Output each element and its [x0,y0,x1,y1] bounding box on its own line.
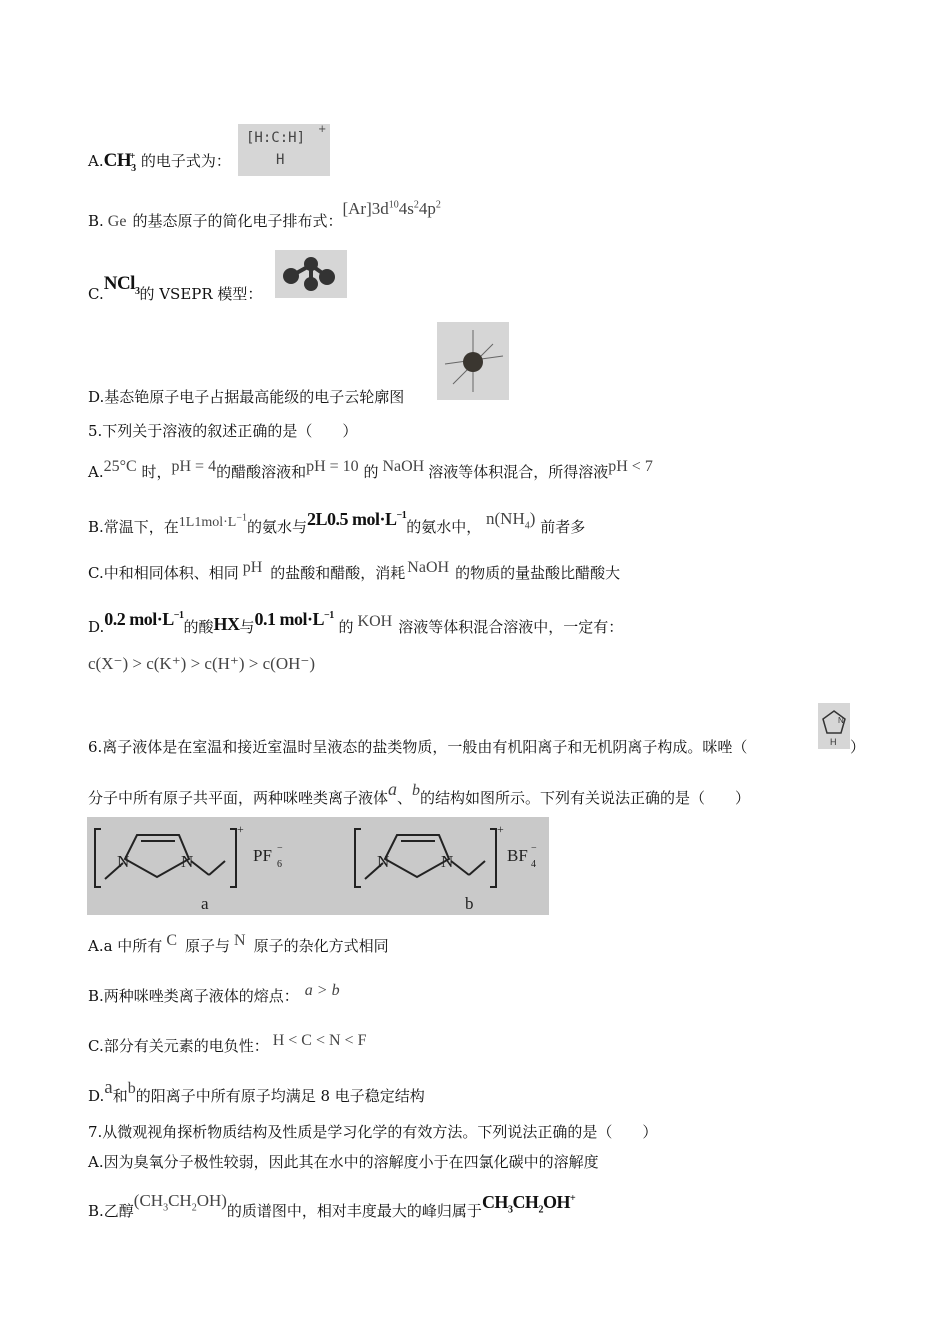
electron-config: $[Ar]3d^{10}4s^24p^2$ [342,199,441,218]
option-text: 的氨水中， [406,518,482,536]
ionic-liquid-structure-image [87,817,549,915]
q7-option-b [88,1191,576,1224]
q5-option-b [88,509,586,539]
option-text: 的质谱图中，相对丰度最大的峰归属于 [226,1202,482,1220]
svg-text:N: N [181,852,194,871]
svg-text:−: − [277,843,283,854]
q4-option-a [88,150,231,174]
option-label: B.乙醇 [88,1202,134,1220]
option-label: D. [88,618,105,636]
formula: NaOH [382,458,425,475]
comparison: a > b [304,982,340,999]
option-label: D. [88,1087,105,1105]
option-text: 时， [141,463,172,481]
svg-text:N: N [117,852,130,871]
formula: NCl$_3$ [103,273,140,297]
option-label: C.部分有关元素的电负性： [88,1037,269,1055]
var-a: a [388,779,398,799]
svg-text:6: 6 [277,859,282,870]
svg-text:−: − [531,843,537,854]
svg-text:+: + [497,822,504,836]
fragment-ion: $CH_3CH_2OH^+$ [481,1192,576,1216]
element-n: N [234,932,246,949]
option-text: 的醋酸溶液和 [216,463,307,481]
option-text: 与 [239,618,255,636]
ph-symbol: pH [242,559,263,576]
option-text: 的基态原子的简化电子排布式： [132,212,343,230]
svg-text:BF: BF [507,846,528,865]
q7-stem: 7.从微观视角探析物质结构及性质是学习化学的有效方法。下列说法正确的是（ ） [88,1123,658,1141]
svg-text:4: 4 [531,859,536,870]
var-b: b [412,782,421,799]
option-text: 基态铯原子电子占据最高能级的电子云轮廓图 [104,388,405,406]
vsepr-model-image [275,250,347,298]
q7-option-a: A.因为臭氧分子极性较弱，因此其在水中的溶解度小于在四氯化碳中的溶解度 [88,1153,599,1171]
s-orbital-icon [437,322,509,400]
q5-stem: 5.下列关于溶液的叙述正确的是（ ） [88,422,358,440]
formula: KOH [357,613,393,630]
q6-stem-line1 [88,736,747,757]
svg-text:+: + [237,822,244,836]
option-text: 溶液等体积混合溶液中，一定有： [398,618,624,636]
q6-stem-line2 [88,779,751,808]
concentration: 0.2 $mol\cdot L^{-1}$ [104,609,184,629]
imidazole-image [818,703,850,749]
svg-text:N: N [377,852,390,871]
stem-text: 的结构如图所示。下列有关说法正确的是（ ） [420,789,751,807]
option-text: 的氨水与 [246,518,307,536]
q6-option-c [88,1032,367,1056]
option-text: 的盐酸和醋酸，消耗 [270,564,406,582]
option-text: 原子与 [184,937,230,955]
q5-option-d [88,609,624,637]
imidazole-ring-icon [818,703,850,749]
option-label: B.两种咪唑类离子液体的熔点： [88,987,299,1005]
electron-cloud-image [437,322,509,400]
ph-value: pH = 10 [306,458,359,475]
option-text: 的电子式为： [140,152,231,170]
separator: 、 [397,789,413,807]
formula: $(CH_3CH_2OH)$ [133,1191,227,1214]
concentration: $1L1mol\cdot L^{-1}$ [178,512,247,530]
element-c: C [166,932,177,949]
option-label: C. [88,285,104,303]
ph-value: pH < 7 [608,458,653,475]
var-a: a [104,1077,113,1098]
option-text: 的 [338,618,354,636]
option-text: 前者多 [540,518,586,536]
ph-value: pH = 4 [171,458,217,475]
formula: NaOH [407,559,450,576]
q4-option-b [88,199,441,231]
q6-option-b [88,982,340,1006]
q6-option-d [88,1077,425,1107]
option-label: B.常温下，在 [88,518,179,536]
element-symbol: Ge [107,213,127,230]
ionic-liquid-structure-icon [87,817,549,915]
option-text: 溶液等体积混合，所得溶液 [428,463,609,481]
q5-option-a [88,458,653,482]
q6-stem-line1-end: ） [850,738,866,756]
svg-text:PF: PF [253,846,272,865]
var-b: b [127,1080,136,1097]
option-text: 的物质的量盐酸比醋酸大 [455,564,621,582]
formula: $CH_3^+$ [103,150,136,174]
vsepr-model-icon [275,250,347,298]
svg-text:a: a [201,894,209,913]
option-label: A.a 中所有 [88,937,163,955]
temperature: 25°C [103,458,137,475]
q4-option-c [88,273,263,307]
option-text: 的阳离子中所有原子均满足 8 电子稳定结构 [135,1087,425,1105]
svg-text:H: H [830,737,837,747]
q5-option-c [88,559,621,583]
option-label: C.中和相同体积、相同 [88,564,239,582]
q6-option-a [88,932,389,956]
formula: HX [213,614,240,634]
option-label: A. [88,463,104,481]
amount-expression: $n(NH_4)$ [486,509,536,532]
option-text: 和 [112,1087,128,1105]
option-label: B. [88,212,104,230]
option-text: 的酸 [183,618,214,636]
option-label: A. [88,152,104,170]
comparison: H < C < N < F [272,1032,367,1049]
inequality: c(X⁻) > c(K⁺) > c(H⁺) > c(OH⁻) [88,654,316,673]
electron-formula-image: [H:C:H] + H [238,124,330,176]
concentration: 0.1 $mol\cdot L^{-1}$ [254,609,334,629]
concentration: 2L0.5 $mol\cdot L^{-1}$ [307,509,407,529]
q4-option-d [88,386,404,407]
svg-text:N: N [838,716,844,725]
option-text: 的 VSEPR 模型： [139,285,263,303]
svg-text:N: N [441,852,454,871]
stem-text: 6.离子液体是在室温和接近室温时呈液态的盐类物质，一般由有机阳离子和无机阴离子构成。咪唑（ [88,738,748,756]
svg-text:b: b [465,894,474,913]
option-text: 原子的杂化方式相同 [253,937,389,955]
stem-text: 分子中所有原子共平面，两种咪唑类离子液体 [88,789,389,807]
option-label: D. [88,388,105,406]
option-text: 的 [363,463,379,481]
